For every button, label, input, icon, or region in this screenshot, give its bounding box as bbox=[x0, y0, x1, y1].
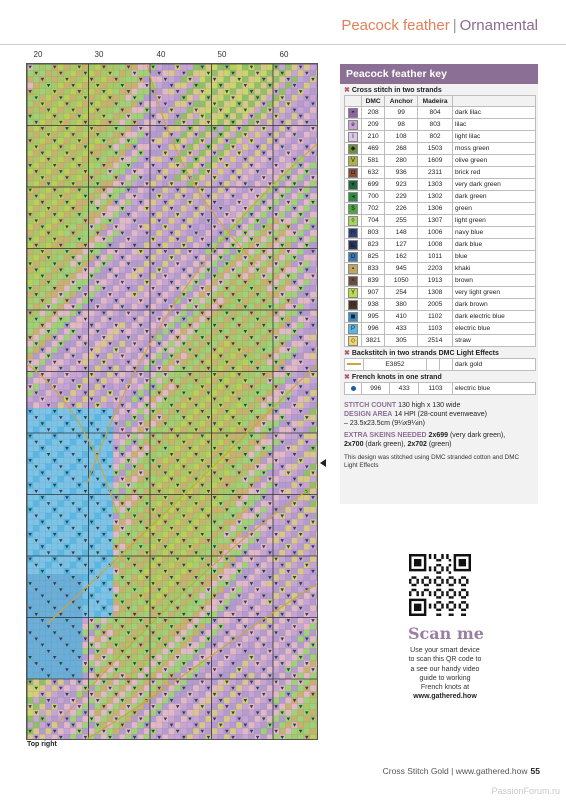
table-row: P 996 433 1103 electric blue bbox=[345, 323, 536, 335]
header-section: Peacock feather bbox=[341, 17, 450, 34]
key-header-row bbox=[345, 96, 536, 107]
backstitch-heading: ✖ Backstitch in two strands DMC Light Effects bbox=[344, 350, 499, 357]
thread-symbol-swatch: V bbox=[348, 156, 358, 166]
french-knot-table bbox=[344, 382, 536, 395]
table-row: R 803 148 1006 navy blue bbox=[345, 227, 536, 239]
thread-symbol-swatch: × bbox=[348, 276, 358, 286]
page-header bbox=[0, 0, 566, 46]
column-number-20: 20 bbox=[33, 50, 43, 59]
chart-caption: Top right bbox=[27, 741, 57, 748]
table-row: ▪ 833 945 2203 khaki bbox=[345, 263, 536, 275]
header-subsection: Ornamental bbox=[459, 17, 538, 34]
thread-symbol-swatch: Y bbox=[348, 288, 358, 298]
table-row: Ω 825 162 1011 blue bbox=[345, 251, 536, 263]
qr-code-icon[interactable] bbox=[409, 554, 471, 616]
thread-symbol-swatch: ◼ bbox=[348, 312, 358, 322]
thread-symbol-swatch: N bbox=[348, 300, 358, 310]
cross-stitch-chart bbox=[22, 50, 322, 740]
cross-stitch-heading: ✖ Cross stitch in two strands bbox=[344, 87, 442, 94]
cross-icon: ✖ bbox=[344, 87, 350, 94]
thread-key-table bbox=[344, 95, 536, 347]
col-anchor: Anchor bbox=[385, 96, 418, 107]
chart-pattern-svg bbox=[27, 64, 317, 739]
thread-symbol-swatch: ◣ bbox=[348, 240, 358, 250]
french-knots-heading: ✖ French knots in one strand bbox=[344, 374, 442, 381]
stitch-count: STITCH COUNT 130 high x 130 wide bbox=[344, 402, 461, 409]
watermark: PassionForum.ru bbox=[491, 786, 560, 796]
column-number-60: 60 bbox=[279, 50, 289, 59]
table-row: ◣ 823 127 1008 dark blue bbox=[345, 239, 536, 251]
page-number: 55 bbox=[530, 766, 540, 776]
table-row: N 938 380 2005 dark brown bbox=[345, 299, 536, 311]
column-number-40: 40 bbox=[156, 50, 166, 59]
thread-symbol-swatch: ◆ bbox=[348, 144, 358, 154]
design-area: DESIGN AREA 14 HPI (28-count evenweave) – 23.5x23.5cm (9¼x9¼in) bbox=[344, 411, 487, 427]
column-number-50: 50 bbox=[217, 50, 227, 59]
table-row: Y 907 254 1308 very light green bbox=[345, 287, 536, 299]
table-row: I 210 108 802 light lilac bbox=[345, 131, 536, 143]
scan-me-title: Scan me bbox=[408, 624, 484, 643]
chart-column-numbers bbox=[22, 50, 322, 62]
key-title: Peacock feather key bbox=[340, 64, 538, 84]
header-divider: | bbox=[452, 17, 457, 34]
thread-symbol-swatch: ▼ bbox=[348, 180, 358, 190]
table-row: $ 702 226 1306 green bbox=[345, 203, 536, 215]
chart-grid bbox=[26, 63, 318, 740]
backstitch-line-icon bbox=[347, 363, 361, 365]
thread-symbol-swatch: Ω bbox=[348, 252, 358, 262]
cross-icon: ✖ bbox=[344, 350, 350, 357]
table-row: 996 433 1103 electric blue bbox=[345, 383, 536, 395]
col-madeira: Madeira bbox=[418, 96, 453, 107]
table-row: ◘ 632 936 2311 brick red bbox=[345, 167, 536, 179]
table-row: ◆ 469 268 1503 moss green bbox=[345, 143, 536, 155]
thread-symbol-swatch: R bbox=[348, 228, 358, 238]
table-row: V 581 280 1609 olive green bbox=[345, 155, 536, 167]
thread-symbol-swatch: ◊ bbox=[348, 216, 358, 226]
table-row: ◂ 700 229 1302 dark green bbox=[345, 191, 536, 203]
column-number-30: 30 bbox=[94, 50, 104, 59]
thread-symbol-swatch: I bbox=[348, 132, 358, 142]
table-row: ◼ 995 410 1102 dark electric blue bbox=[345, 311, 536, 323]
centre-arrow-icon bbox=[320, 459, 326, 467]
table-row: ▼ 699 923 1303 very dark green bbox=[345, 179, 536, 191]
key-panel bbox=[340, 64, 538, 504]
page-footer bbox=[0, 762, 566, 800]
thread-symbol-swatch: $ bbox=[348, 204, 358, 214]
header-title bbox=[341, 17, 538, 34]
table-row: ◊ 704 255 1307 light green bbox=[345, 215, 536, 227]
thread-symbol-swatch: P bbox=[348, 324, 358, 334]
scan-website-link[interactable]: www.gathered.how bbox=[413, 693, 477, 701]
stitched-note: This design was stitched using DMC stranded cotton and DMC Light Effects bbox=[344, 454, 519, 469]
thread-symbol-swatch: e bbox=[348, 120, 358, 130]
cross-icon: ✖ bbox=[344, 374, 350, 381]
extra-skeins: EXTRA SKEINS NEEDED 2x699 (very dark green), 2x700 (dark green), 2x702 (green) bbox=[344, 432, 506, 448]
col-dmc: DMC bbox=[362, 96, 385, 107]
thread-rows bbox=[345, 107, 536, 347]
french-knot-dot-icon bbox=[351, 386, 356, 391]
table-row: E3852 dark gold bbox=[345, 359, 536, 371]
thread-symbol-swatch: ◓ bbox=[348, 108, 358, 118]
scan-instructions: Use your smart device to scan this QR code to a see our handy video guide to working French knots at www.gathered.how bbox=[408, 647, 482, 701]
backstitch-table bbox=[344, 358, 536, 371]
table-row: ◓ 208 99 804 dark lilac bbox=[345, 107, 536, 119]
thread-symbol-swatch: ◂ bbox=[348, 192, 358, 202]
thread-symbol-swatch: ◇ bbox=[348, 336, 358, 346]
table-row: ◇ 3821 305 2514 straw bbox=[345, 335, 536, 347]
footer-text: Cross Stitch Gold | www.gathered.how 55 bbox=[382, 766, 540, 776]
thread-symbol-swatch: ◘ bbox=[348, 168, 358, 178]
thread-symbol-swatch: ▪ bbox=[348, 264, 358, 274]
header-rule bbox=[0, 44, 566, 45]
table-row: e 209 98 803 lilac bbox=[345, 119, 536, 131]
table-row: × 839 1050 1913 brown bbox=[345, 275, 536, 287]
